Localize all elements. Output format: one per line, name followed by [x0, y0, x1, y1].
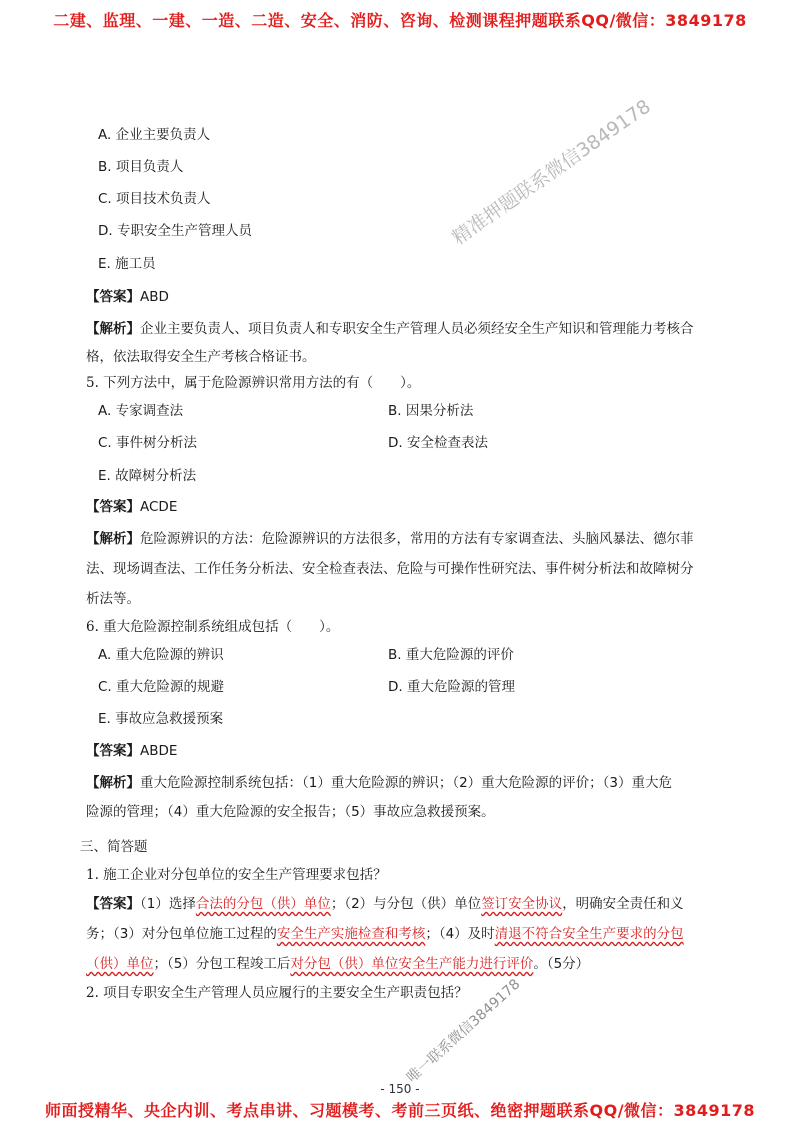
answer-text: 务；（3）对分包单位施工过程的: [86, 926, 277, 942]
q4-option-a: A. 企业主要负责人: [98, 127, 211, 143]
answer-text: ，明确安全责任和义: [562, 896, 684, 912]
q4-analysis-line2: 格，依法取得安全生产考核合格证书。: [86, 349, 316, 365]
answer-text: ；（4）及时: [425, 926, 495, 942]
q5-analysis-line1: [86, 530, 694, 548]
analysis-label: 【解析】: [86, 321, 140, 337]
q5-answer: [86, 498, 177, 516]
answer-text: ；（2）与分包（供）单位: [330, 896, 482, 912]
q4-answer-value: ABD: [140, 289, 169, 305]
analysis-label: 【解析】: [86, 531, 140, 547]
q6-analysis-text1: 重大危险源控制系统包括：（1）重大危险源的辨识；（2）重大危险源的评价；（3）重大危: [140, 775, 673, 791]
highlight-text: （供）单位: [86, 956, 154, 972]
q6-option-e: E. 事故应急救援预案: [98, 711, 224, 727]
answer-text: （1）选择: [140, 896, 196, 912]
q4-analysis-text1: 企业主要负责人、项目负责人和专职安全生产管理人员必须经安全生产知识和管理能力考核合: [140, 321, 694, 337]
q6-stem: 6. 重大危险源控制系统组成包括（ ）。: [86, 619, 340, 635]
section-heading: 三、简答题: [80, 839, 148, 855]
s3-q1-answer-line3: [86, 955, 589, 973]
q6-answer: [86, 742, 177, 760]
s3-q1-stem: 1. 施工企业对分包单位的安全生产管理要求包括？: [86, 867, 387, 883]
watermark-main: 精准押题联系微信3849178: [448, 95, 655, 250]
highlight-text: 安全生产实施检查和考核: [276, 926, 426, 942]
q6-option-b: B. 重大危险源的评价: [388, 647, 514, 663]
q5-option-b: B. 因果分析法: [388, 403, 474, 419]
highlight-text: 对分包（供）单位安全生产能力进行评价: [290, 956, 534, 972]
highlight-text: 合法的分包（供）单位: [195, 896, 331, 912]
q6-option-a: A. 重大危险源的辨识: [98, 647, 224, 663]
q6-analysis-line1: [86, 774, 672, 792]
answer-label: 【答案】: [86, 743, 140, 759]
analysis-label: 【解析】: [86, 775, 140, 791]
s3-q1-answer-line2: [86, 925, 684, 943]
q4-option-c: C. 项目技术负责人: [98, 191, 211, 207]
q4-option-d: D. 专职安全生产管理人员: [98, 223, 252, 239]
q5-stem: 5. 下列方法中，属于危险源辨识常用方法的有（ ）。: [86, 375, 421, 391]
q5-option-e: E. 故障树分析法: [98, 468, 197, 484]
answer-text: 。（5分）: [533, 956, 590, 972]
answer-label: 【答案】: [86, 896, 140, 912]
q4-answer: [86, 288, 169, 306]
q6-analysis-line2: 险源的管理；（4）重大危险源的安全报告；（5）事故应急救援预案。: [86, 804, 495, 820]
highlight-text: 签订安全协议: [481, 896, 563, 912]
q4-option-e: E. 施工员: [98, 256, 156, 272]
q4-option-b: B. 项目负责人: [98, 159, 184, 175]
q5-analysis-line2: 法、现场调查法、工作任务分析法、安全检查表法、危险与可操作性研究法、事件树分析法和故障树分: [86, 561, 694, 577]
q4-analysis-line1: [86, 320, 694, 338]
q5-analysis-text1: 危险源辨识的方法：危险源辨识的方法很多，常用的方法有专家调查法、头脑风暴法、德尔菲: [140, 531, 694, 547]
answer-label: 【答案】: [86, 499, 140, 515]
q5-option-d: D. 安全检查表法: [388, 435, 488, 451]
answer-label: 【答案】: [86, 289, 140, 305]
top-banner: 二建、监理、一建、一造、二造、安全、消防、咨询、检测课程押题联系QQ/微信：3849178: [53, 11, 747, 30]
answer-text: ；（5）分包工程竣工后: [153, 956, 291, 972]
q6-option-c: C. 重大危险源的规避: [98, 679, 225, 695]
q5-analysis-line3: 析法等。: [86, 591, 140, 607]
q5-option-c: C. 事件树分析法: [98, 435, 198, 451]
watermark-bottom: 唯一联系微信3849178: [404, 976, 524, 1087]
s3-q2-stem: 2. 项目专职安全生产管理人员应履行的主要安全生产职责包括？: [86, 985, 468, 1001]
q6-option-d: D. 重大危险源的管理: [388, 679, 515, 695]
bottom-banner: 师面授精华、央企内训、考点串讲、习题模考、考前三页纸、绝密押题联系QQ/微信：3849178: [45, 1101, 755, 1120]
q6-answer-value: ABDE: [140, 743, 178, 759]
q5-answer-value: ACDE: [140, 499, 178, 515]
highlight-text: 清退不符合安全生产要求的分包: [494, 926, 684, 942]
s3-q1-answer-line1: [86, 895, 684, 913]
q5-option-a: A. 专家调查法: [98, 403, 184, 419]
page-number: - 150 -: [380, 1082, 420, 1096]
